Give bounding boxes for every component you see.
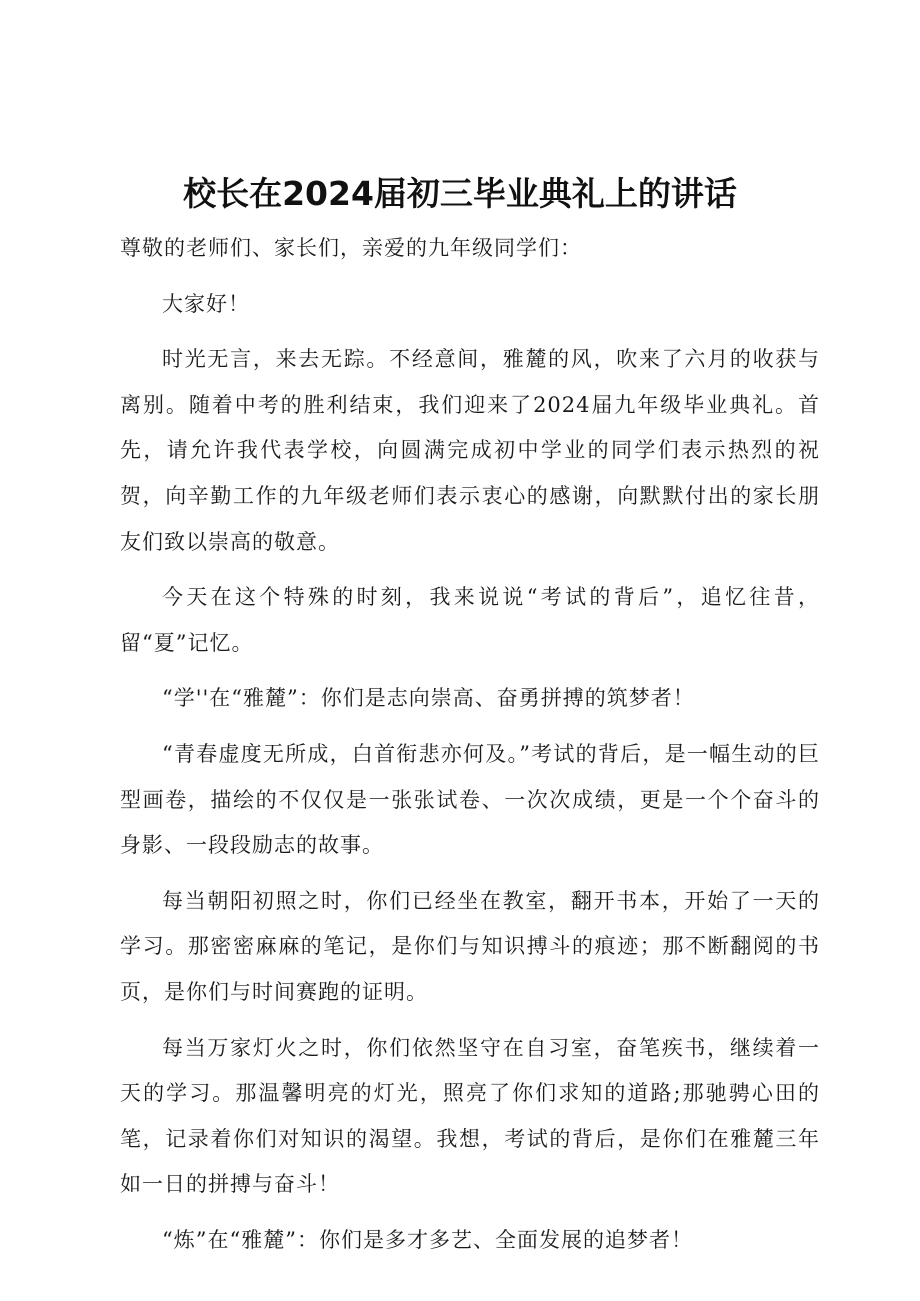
salutation: 尊敬的老师们、家长们，亲爱的九年级同学们： [120,236,582,260]
paragraph-morning: 每当朝阳初照之时，你们已经坐在教室，翻开书本，开始了一天的学习。那密密麻麻的笔记，是你们与知识搏斗的痕迹；那不断翻阅的书页，是你们与时间赛跑的证明。 [120,888,820,1004]
document-body [120,226,820,1273]
document-title: 校长在2024届初三毕业典礼上的讲话 [183,174,737,213]
section-heading-training: “炼”在“雅麓”：你们是多才多艺、全面发展的追梦者！ [162,1227,693,1252]
paragraph-greeting: 大家好！ [162,291,250,316]
section-heading-study: “学''在“雅麓”：你们是志向崇高、奋勇拼搏的筑梦者！ [162,686,695,711]
paragraph-opening: 时光无言，来去无踪。不经意间，雅麓的风，吹来了六月的收获与离别。随着中考的胜利结束，我们迎来了2024届九年级毕业典礼。首先，请允许我代表学校，向圆满完成初中学业的同学们表示热烈的祝贺，向辛勤工作的九年级老师们表示衷心的感谢，向默默付出的家长朋友们致以崇高的敬意。 [120,347,820,554]
paragraph-youth: “青春虚度无所成，白首衔悲亦何及。”考试的背后，是一幅生动的巨型画卷，描绘的不仅仅是一张张试卷、一次次成绩，更是一个个奋斗的身影、一段段励志的故事。 [120,741,820,858]
paragraph-evening: 每当万家灯火之时，你们依然坚守在自习室，奋笔疾书，继续着一天的学习。那温馨明亮的灯光，照亮了你们求知的道路;那驰骋心田的笔，记录着你们对知识的渴望。我想，考试的背后，是你们在雅麓三年如一日的拼搏与奋斗！ [120,1035,820,1197]
paragraph-theme: 今天在这个特殊的时刻，我来说说“考试的背后”，追忆往昔，留“夏”记忆。 [120,585,820,655]
